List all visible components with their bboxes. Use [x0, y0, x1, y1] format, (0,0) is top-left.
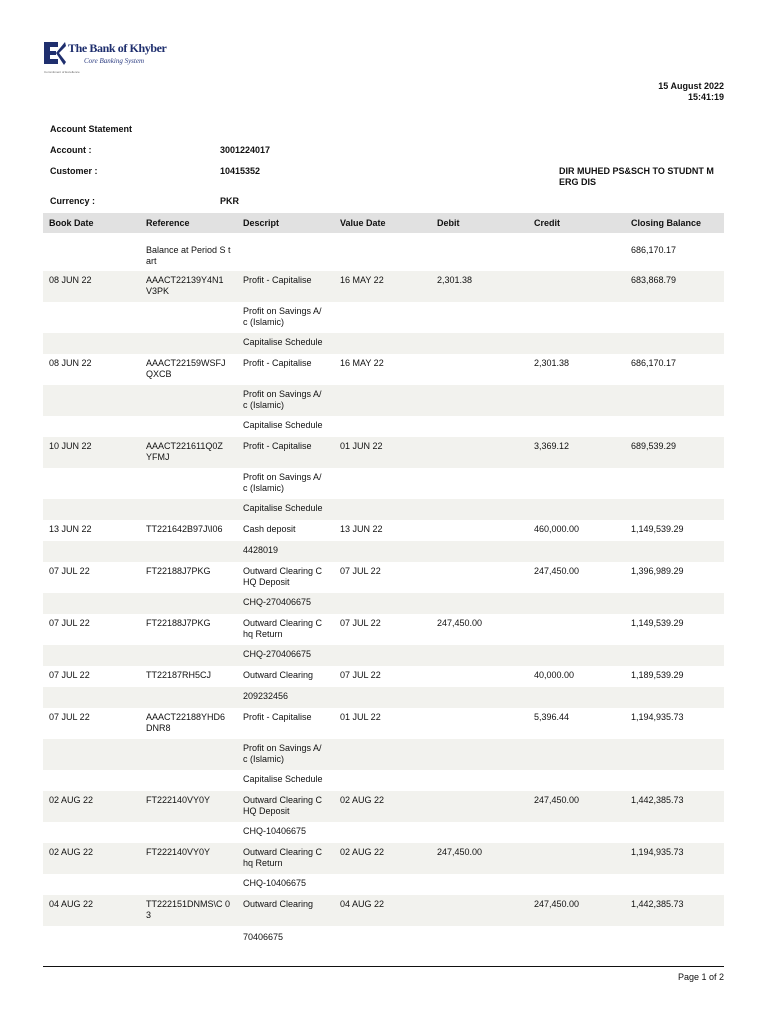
table-row — [43, 499, 724, 520]
cell-book-date: 02 AUG 22 — [49, 847, 94, 857]
header-reference: Reference — [146, 217, 190, 228]
cell-book-date: 07 JUL 22 — [49, 670, 90, 680]
table-row — [43, 791, 724, 822]
report-time: 15:41:19 — [687, 92, 724, 102]
cell-credit: 460,000.00 — [534, 524, 580, 534]
table-row — [43, 416, 724, 437]
cell-credit: 3,369.12 — [534, 441, 570, 451]
table-row — [43, 468, 724, 499]
cell-value-date: 01 JUL 22 — [340, 712, 381, 722]
cell-book-date: 07 JUL 22 — [49, 712, 90, 722]
table-row — [43, 271, 724, 302]
cell-description: Profit - Capitalise — [243, 275, 312, 285]
table-row — [43, 520, 724, 541]
report-datetime — [658, 81, 724, 103]
cell-description: 4428019 — [243, 545, 279, 555]
cell-value-date: 07 JUL 22 — [340, 670, 381, 680]
cell-value-date: 16 MAY 22 — [340, 275, 384, 285]
cell-description: Outward Clearing C hq Return — [243, 847, 323, 868]
cell-value-date: 07 JUL 22 — [340, 566, 381, 576]
cell-reference: FT222140VY0Y — [146, 795, 211, 805]
cell-book-date: 07 JUL 22 — [49, 618, 90, 628]
table-row — [43, 895, 724, 926]
table-header — [43, 213, 724, 233]
table-row — [43, 645, 724, 666]
table-row — [43, 874, 724, 895]
cell-book-date: 13 JUN 22 — [49, 524, 92, 534]
cell-reference: TT22187RH5CJ — [146, 670, 212, 680]
cell-reference: AAACT22159WSFJ QXCB — [146, 358, 226, 379]
footer-divider — [43, 966, 724, 967]
table-row — [43, 437, 724, 468]
table-row — [43, 302, 724, 333]
cell-value-date: 16 MAY 22 — [340, 358, 384, 368]
cell-book-date: 08 JUN 22 — [49, 358, 92, 368]
cell-description: 70406675 — [243, 932, 284, 942]
cell-value-date: 13 JUN 22 — [340, 524, 383, 534]
cell-closing-balance: 683,868.79 — [631, 275, 677, 285]
table-row — [43, 666, 724, 687]
table-body — [43, 233, 724, 947]
cell-description: Profit - Capitalise — [243, 441, 312, 451]
page-number: Page 1 of 2 — [677, 972, 724, 982]
cell-reference: TT222151DNMS\C 03 — [146, 899, 231, 920]
table-row — [43, 708, 724, 739]
cell-credit: 247,450.00 — [534, 899, 580, 909]
cell-description: Capitalise Schedule — [243, 337, 323, 347]
report-date: 15 August 2022 — [658, 81, 724, 91]
cell-debit: 2,301.38 — [437, 275, 473, 285]
cell-value-date: 02 AUG 22 — [340, 795, 385, 805]
cell-book-date: 07 JUL 22 — [49, 566, 90, 576]
cell-description: 209232456 — [243, 691, 289, 701]
cell-closing-balance: 1,396,989.29 — [631, 566, 684, 576]
cell-reference: TT221642B97J\I06 — [146, 524, 223, 534]
cell-description: CHQ-270406675 — [243, 597, 312, 607]
cell-closing-balance: 1,149,539.29 — [631, 524, 684, 534]
cell-credit: 5,396.44 — [534, 712, 570, 722]
account-number: 3001224017 — [220, 145, 271, 155]
cell-credit: 2,301.38 — [534, 358, 570, 368]
cell-closing-balance: 1,442,385.73 — [631, 795, 684, 805]
table-row — [43, 333, 724, 354]
cell-closing-balance: 1,189,539.29 — [631, 670, 684, 680]
cell-description: Capitalise Schedule — [243, 774, 323, 784]
customer-name — [559, 166, 714, 188]
table-row — [43, 614, 724, 645]
cell-description: Capitalise Schedule — [243, 503, 323, 513]
header-book-date: Book Date — [49, 217, 94, 228]
cell-credit: 247,450.00 — [534, 566, 580, 576]
table-row — [43, 843, 724, 874]
header-closing-balance: Closing Balance — [631, 217, 702, 228]
cell-description: Outward Clearing C HQ Deposit — [243, 795, 323, 816]
bank-tagline: Commitment of Excellence — [44, 70, 80, 74]
cell-description: Profit - Capitalise — [243, 358, 312, 368]
cell-description: Profit on Savings A/ c (Islamic) — [243, 306, 322, 327]
cell-value-date: 02 AUG 22 — [340, 847, 385, 857]
cell-reference: AAACT22188YHD6 DNR8 — [146, 712, 226, 733]
cell-reference: AAACT22139Y4N1 V3PK — [146, 275, 224, 296]
table-row — [43, 233, 724, 271]
cell-reference: Balance at Period S tart — [146, 245, 231, 266]
customer-name-line1: DIR MUHED PS&SCH TO STUDNT M — [559, 166, 714, 176]
customer-name-line2: ERG DIS — [559, 177, 597, 187]
statement-table — [43, 213, 724, 947]
cell-value-date: 01 JUN 22 — [340, 441, 383, 451]
cell-reference: FT22188J7PKG — [146, 618, 211, 628]
cell-reference: AAACT221611Q0Z YFMJ — [146, 441, 223, 462]
cell-description: Outward Clearing C hq Return — [243, 618, 323, 639]
header-debit: Debit — [437, 217, 460, 228]
cell-book-date: 10 JUN 22 — [49, 441, 92, 451]
bank-name: The Bank of Khyber — [68, 41, 167, 55]
cell-reference: FT222140VY0Y — [146, 847, 211, 857]
currency-value: PKR — [220, 196, 240, 206]
bank-logo — [44, 40, 167, 76]
cell-book-date: 04 AUG 22 — [49, 899, 94, 909]
cell-book-date: 02 AUG 22 — [49, 795, 94, 805]
cell-credit: 247,450.00 — [534, 795, 580, 805]
bank-subtitle: Core Banking System — [84, 57, 145, 65]
cell-book-date: 08 JUN 22 — [49, 275, 92, 285]
table-row — [43, 562, 724, 593]
table-row — [43, 593, 724, 614]
table-row — [43, 926, 724, 947]
statement-title: Account Statement — [50, 124, 133, 134]
table-row — [43, 541, 724, 562]
table-row — [43, 687, 724, 708]
cell-description: Profit on Savings A/ c (Islamic) — [243, 389, 322, 410]
cell-reference: FT22188J7PKG — [146, 566, 211, 576]
customer-number: 10415352 — [220, 166, 261, 176]
cell-closing-balance: 686,170.17 — [631, 358, 677, 368]
cell-closing-balance: 1,194,935.73 — [631, 712, 684, 722]
table-row — [43, 770, 724, 791]
cell-description: Outward Clearing — [243, 670, 314, 680]
cell-description: CHQ-270406675 — [243, 649, 312, 659]
cell-value-date: 04 AUG 22 — [340, 899, 385, 909]
currency-label: Currency : — [50, 196, 96, 206]
cell-debit: 247,450.00 — [437, 847, 483, 857]
bank-logo-icon — [44, 40, 66, 66]
cell-closing-balance: 1,194,935.73 — [631, 847, 684, 857]
cell-value-date: 07 JUL 22 — [340, 618, 381, 628]
cell-description: CHQ-10406675 — [243, 826, 307, 836]
cell-closing-balance: 1,149,539.29 — [631, 618, 684, 628]
table-row — [43, 739, 724, 770]
header-credit: Credit — [534, 217, 561, 228]
cell-debit: 247,450.00 — [437, 618, 483, 628]
account-label: Account : — [50, 145, 92, 155]
cell-description: Outward Clearing — [243, 899, 314, 909]
cell-credit: 40,000.00 — [534, 670, 575, 680]
cell-description: Profit on Savings A/ c (Islamic) — [243, 472, 322, 493]
customer-label: Customer : — [50, 166, 98, 176]
header-description: Descript — [243, 217, 280, 228]
table-row — [43, 354, 724, 385]
cell-description: CHQ-10406675 — [243, 878, 307, 888]
table-row — [43, 822, 724, 843]
header-value-date: Value Date — [340, 217, 386, 228]
cell-description: Capitalise Schedule — [243, 420, 323, 430]
cell-closing-balance: 1,442,385.73 — [631, 899, 684, 909]
table-row — [43, 385, 724, 416]
cell-closing-balance: 686,170.17 — [631, 245, 677, 255]
cell-description: Cash deposit — [243, 524, 296, 534]
cell-description: Profit - Capitalise — [243, 712, 312, 722]
cell-closing-balance: 689,539.29 — [631, 441, 677, 451]
cell-description: Profit on Savings A/ c (Islamic) — [243, 743, 322, 764]
cell-description: Outward Clearing C HQ Deposit — [243, 566, 323, 587]
